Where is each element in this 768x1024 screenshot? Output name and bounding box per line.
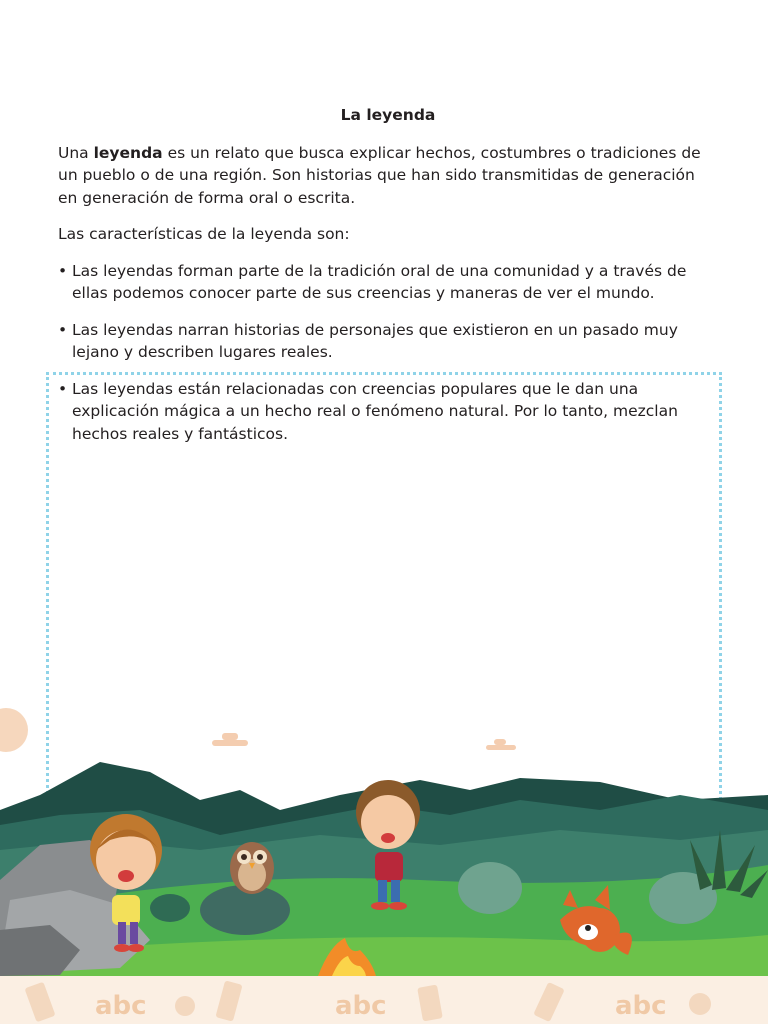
owl-icon: [230, 842, 274, 894]
list-item-text: Las leyendas narran historias de personajes que existieron en un pasado muy lejano y describen lugares reales.: [72, 320, 678, 361]
strip-label: abc: [95, 991, 147, 1021]
characteristics-heading: Las características de la leyenda son:: [58, 225, 350, 243]
cloud-icon: [212, 733, 516, 750]
characteristics-list: [58, 260, 718, 446]
intro-prefix: Una: [58, 143, 94, 162]
bullet-icon: •: [58, 320, 68, 339]
list-item: [58, 319, 718, 364]
sun-circle-icon: [0, 708, 28, 752]
strip-label: abc: [335, 991, 387, 1021]
list-item: [58, 260, 718, 305]
bullet-icon: •: [58, 379, 68, 398]
intro-rest: es un relato que busca explicar hechos, costumbres o tradiciones de un pueblo o de una región. Son historias que han sido transmitidas de generación en generación de forma oral o escrita.: [58, 143, 701, 207]
decorative-strip: [0, 976, 768, 1024]
intro-bold-term: leyenda: [93, 143, 163, 162]
strip-label: abc: [615, 991, 667, 1021]
list-item-text: Las leyendas están relacionadas con creencias populares que le dan una explicación mágica a un hecho real o fenómeno natural. Por lo tanto, mezclan hechos reales y fantásticos.: [72, 379, 678, 443]
bullet-icon: •: [58, 261, 68, 280]
page-title: La leyenda: [340, 106, 436, 124]
intro-paragraph: [58, 142, 718, 210]
list-item-text: Las leyendas forman parte de la tradición oral de una comunidad y a través de ellas podemos conocer parte de sus creencias y maneras de ver el mundo.: [72, 261, 687, 302]
list-item: [58, 378, 718, 446]
text-content: [58, 104, 718, 459]
